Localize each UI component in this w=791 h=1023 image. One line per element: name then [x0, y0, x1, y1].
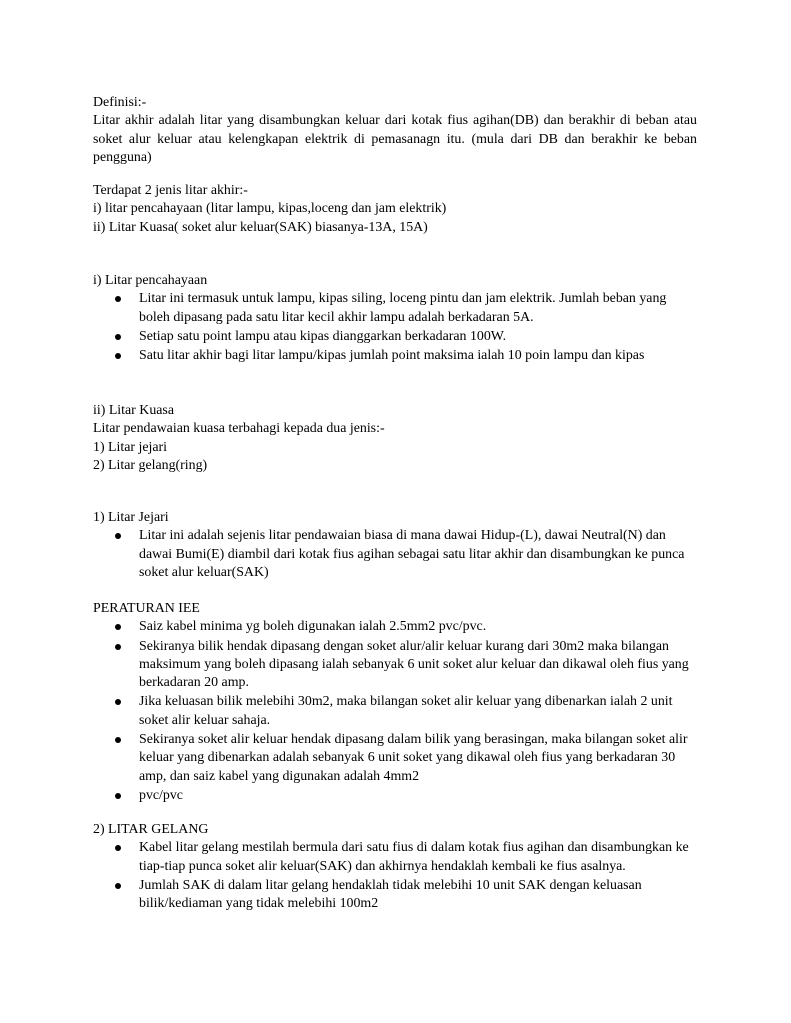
list-item: Litar ini termasuk untuk lampu, kipas siling, loceng pintu dan jam elektrik. Jumlah beban yang boleh dipasang pada satu litar kecil akhir lampu adalah berkadaran 5A. [93, 290, 697, 327]
kuasa-item: 1) Litar jejari [93, 439, 168, 455]
list-item: pvc/pvc [93, 787, 697, 805]
definisi-text: Litar akhir adalah litar yang disambungkan keluar dari kotak fius agihan(DB) dan berakhir di beban atau soket alur keluar atau kelengkapan elektrik di pemasanagn itu. (mula dari DB dan berakhir ke beban pengguna) [93, 113, 697, 165]
bullet-icon [115, 533, 121, 539]
list-item: Jumlah SAK di dalam litar gelang hendaklah tidak melebihi 10 unit SAK dengan keluasan bilik/kediaman yang tidak melebihi 100m2 [93, 877, 697, 914]
pencahayaan-list [93, 290, 697, 365]
jejari-list [93, 527, 697, 582]
bullet-icon [115, 334, 121, 340]
bullet-icon [115, 296, 121, 302]
bullet-icon [115, 737, 121, 743]
gelang-section [93, 821, 697, 913]
bullet-icon [115, 883, 121, 889]
bullet-icon [115, 624, 121, 630]
pencahayaan-heading: i) Litar pencahayaan [93, 273, 208, 288]
list-item: Jika keluasan bilik melebihi 30m2, maka bilangan soket alir keluar yang dibenarkan ialah 2 unit soket alir keluar sahaja. [93, 693, 697, 730]
list-item: Saiz kabel minima yg boleh digunakan ialah 2.5mm2 pvc/pvc. [93, 618, 697, 636]
jenis-item: i) litar pencahayaan (litar lampu, kipas,loceng dan jam elektrik) [93, 201, 447, 217]
jejari-section [93, 509, 697, 582]
definisi-section [93, 94, 697, 167]
list-item: Kabel litar gelang mestilah bermula dari satu fius di dalam kotak fius agihan dan disambungkan ke tiap-tiap punca soket alir keluar(SAK) dan akhirnya hendaklah kembali ke fius asalnya. [93, 839, 697, 876]
list-item: Satu litar akhir bagi litar lampu/kipas jumlah point maksima ialah 10 poin lampu dan kipas [93, 347, 697, 365]
list-item: Sekiranya soket alir keluar hendak dipasang dalam bilik yang berasingan, maka bilangan soket alir keluar yang dibenarkan adalah sebanyak 6 unit soket yang dikawal oleh fius yang berkadaran 30 amp, dan saiz kabel yang digunakan adalah 4mm2 [93, 731, 697, 786]
jenis-intro: Terdapat 2 jenis litar akhir:- [93, 183, 248, 198]
kuasa-heading: ii) Litar Kuasa [93, 403, 174, 418]
peraturan-heading: PERATURAN IEE [93, 601, 200, 616]
kuasa-item: 2) Litar gelang(ring) [93, 457, 208, 473]
definisi-heading: Definisi:- [93, 95, 147, 110]
bullet-icon [115, 845, 121, 851]
jenis-section [93, 182, 697, 237]
peraturan-list [93, 618, 697, 805]
jejari-heading: 1) Litar Jejari [93, 510, 169, 525]
gelang-heading: 2) LITAR GELANG [93, 822, 209, 837]
gelang-list [93, 839, 697, 913]
jenis-item: ii) Litar Kuasa( soket alur keluar(SAK) biasanya-13A, 15A) [93, 219, 428, 235]
bullet-icon [115, 353, 121, 359]
pencahayaan-section [93, 272, 697, 365]
list-item: Sekiranya bilik hendak dipasang dengan soket alur/alir keluar kurang dari 30m2 maka bilangan maksimum yang boleh dipasang ialah sebanyak 6 unit soket alur keluar dan dikawal oleh fius yang berkadaran 20 amp. [93, 638, 697, 693]
kuasa-intro: Litar pendawaian kuasa terbahagi kepada dua jenis:- [93, 421, 385, 437]
kuasa-section [93, 402, 697, 475]
peraturan-section [93, 600, 697, 805]
bullet-icon [115, 793, 121, 799]
bullet-icon [115, 644, 121, 650]
list-item: Litar ini adalah sejenis litar pendawaian biasa di mana dawai Hidup-(L), dawai Neutral(N) dan dawai Bumi(E) diambil dari kotak fius agihan sebagai satu litar akhir dan disambungkan ke punca soket alur keluar(SAK) [93, 527, 697, 582]
list-item: Setiap satu point lampu atau kipas dianggarkan berkadaran 100W. [93, 328, 697, 346]
bullet-icon [115, 699, 121, 705]
